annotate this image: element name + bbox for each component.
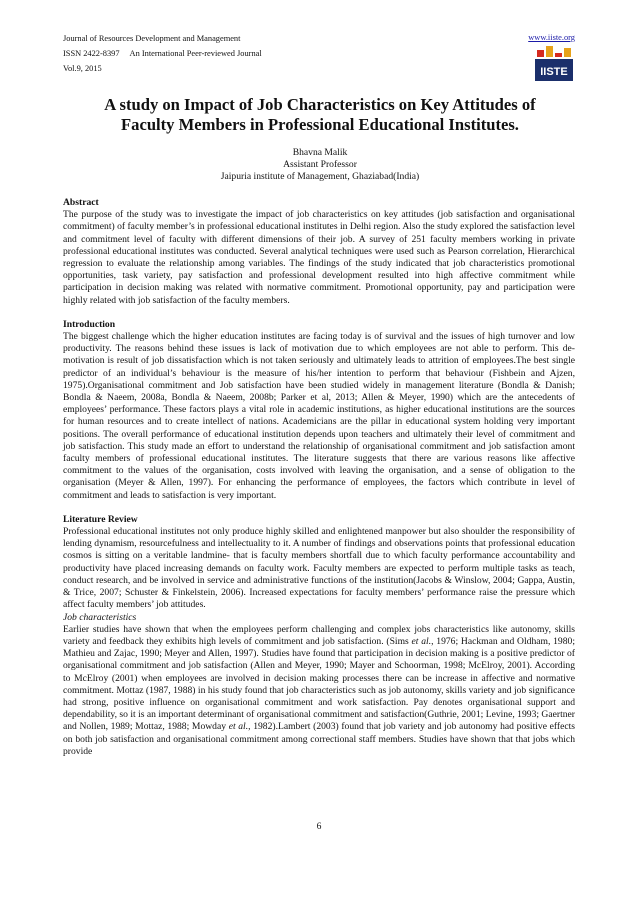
volume: Vol.9, 2015: [63, 64, 102, 73]
issn: ISSN 2422-8397: [63, 49, 120, 58]
abstract-heading: Abstract: [63, 197, 99, 208]
job-characteristics-subheading: Job characteristics: [63, 611, 137, 623]
iiste-logo: [531, 44, 577, 84]
author-name: Bhavna Malik: [292, 147, 348, 158]
job-characteristics-text: Earlier studies have shown that when the employees perform challenging and complex jobs characteristics like autonomy, skills variety and feedback they exhibits high levels of commitment and job satisfaction. (Sims et al., 1976; Hackman and Oldham, 1980; Mathieu and Zajac, 1990; Meyer and Allen, 1997). Studies have found that participation in decision making is a positive predictor of organisational commitment and job satisfaction (Allen and Meyer, 1990; Mayer and Schoorman, 1998; McElroy, 2001). According to McElroy (2001) when employees are involved in decision making processes there can be increase in affective and normative commitment. Mottaz (1987, 1988) in his study found that job characteristics such as job autonomy, skills variety and job significance had strong, positive influence on organisational commitment and work satisfaction. Pay denotes organisational support and dependability, so it is an important determinant of organisational commitment and satisfaction(Guthrie, 2001; Levine, 1993; Gaertner and Nollen, 1989; Mottaz, 1988; Mowday et al., 1982).Lambert (2003) found that job variety and job autonomy had positive effects on both job satisfaction and organisational commitment among correctional staff members. Studies have shown that that jobs which provide: [63, 623, 576, 757]
author-role: Assistant Professor: [283, 159, 357, 170]
issn-line: [63, 48, 262, 59]
introduction-text: The biggest challenge which the higher education institutes are facing today is of survival and the issues of high turnover and low productivity. The reasons behind these issues is lack of motivation due to which employees are not able to perform. This de-motivation is result of job dissatisfaction which is not taken seriously and ultimately leads to attrition of employees.The best single predictor of an individual’s behaviour is the measure of his/her intention to perform that behaviour (Fishbein and Ajzen, 1975).Organisational commitment and Job satisfaction have been studied widely in management literature (Bondla & Danish; Bondla & Naeem, 2008a, Bondla & Naeem, 2008b; Parker et al, 2013; Allen & Meyer, 1990) which are the antecedents of employees’ performance. These factors plays a vital role in academic institutions, as higher educational institutions are the sources for human resources and to create intellect of nations. Academicians are the pillar in educational system holding very important positions. The overall performance of educational institution depends upon teachers and ultimately their level of commitment and job satisfaction. This study made an effort to understand the relationship of organisational commitment and job satisfaction amont faculty members of professional educational institutes. The literature suggests that there are various reasons like affective commitment to the values of the organisation, costs involved with leaving the organisation, and a sense of obligation to the organisation (Meyer & Allen, 1997). For enhancing the performance of employees, the factors which contribute in level of commitment and leads to satisfaction is very important.: [63, 331, 575, 501]
journal-type: An International Peer-reviewed Journal: [129, 49, 262, 58]
paper-body: [63, 197, 575, 758]
literature-text: Professional educational institutes not only produce highly skilled and enlightened manpower but also shoulder the responsibility of lending dynamism, resourcefulness and intellectuality to it. A number of findings and observations points that professional education cosmos is sitting on a veritable landmine- that is faculty members shortfall due to which faculty performance accountability and productivity have placed increasing demands on faculty work. Faculty members are expected to perform multiple tasks as teach, conduct research, and be involved in service and administrative functions of the institution(Jacobs & Winslow, 2004; Gappa, Austin, & Trice, 2007; Schuster & Finkelstein, 2006). Increased expectations for faculty members’ performance raise the pressure which affect faculty members’ job attitudes.: [63, 526, 575, 611]
journal-name: Journal of Resources Development and Management: [63, 34, 241, 43]
title-line-1: A study on Impact of Job Characteristics on Key Attitudes of: [104, 95, 536, 114]
title-line-2: Faculty Members in Professional Educational Institutes.: [121, 115, 519, 134]
abstract-text: The purpose of the study was to investigate the impact of job characteristics on key attitudes (job satisfaction and organisational commitment) of faculty member’s in professional educational institutes in Delhi region. Also the study explored the satisfaction level and commitment level of faculty with different dimensions of their job. A survey of 251 faculty members working in private professional educational institutes was conducted. Several analytical techniques were used such as Pearson correlation, Hierarchical regression to evaluate the relationship among variables. The findings of the study indicated that job characteristics promotional opportunities, task variety, pay satisfaction and professional development resulted into high affective commitment while participation in decision making was related with normative commitment. Promotional opportunity, pay and participation were highly related with job satisfaction of the faculty members.: [63, 209, 575, 306]
logo-text: IISTE: [540, 66, 568, 78]
literature-heading: Literature Review: [63, 513, 138, 525]
journal-url-link[interactable]: www.iiste.org: [528, 33, 575, 42]
page-number: 6: [316, 821, 322, 832]
paper-title: [63, 95, 577, 135]
introduction-heading: Introduction: [63, 318, 116, 330]
author-affiliation: Jaipuria institute of Management, Ghaziabad(India): [220, 171, 420, 182]
